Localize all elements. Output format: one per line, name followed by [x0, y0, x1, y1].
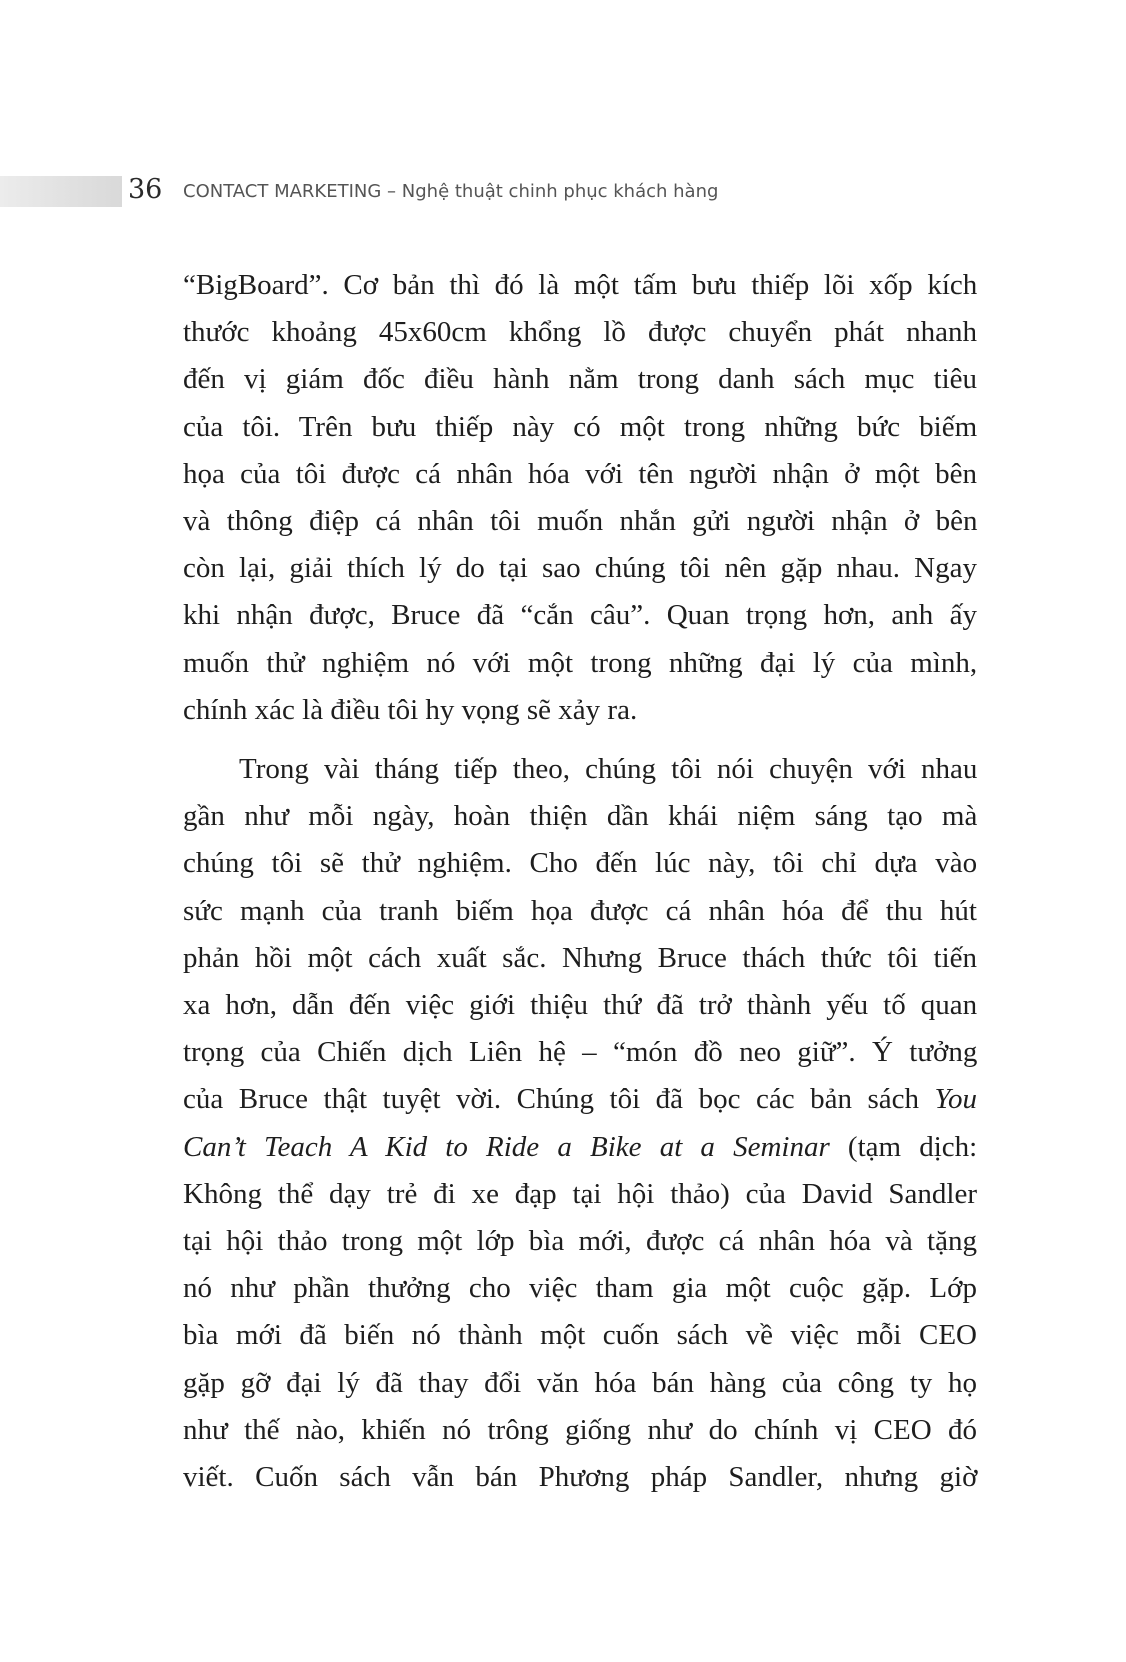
- text-line: đến vị giám đốc điều hành nằm trong danh sách mục tiêu: [183, 363, 977, 396]
- text-line: xa hơn, dẫn đến việc giới thiệu thứ đã trở thành yếu tố quan: [183, 989, 978, 1022]
- body-text: [183, 262, 977, 1501]
- book-title-part-2: Can’t Teach A Kid to Ride a Bike at a Seminar: [183, 1130, 830, 1163]
- text-line: muốn thử nghiệm nó với một trong những đại lý của mình,: [183, 646, 978, 679]
- text-line: chúng tôi sẽ thử nghiệm. Cho đến lúc này, tôi chỉ dựa vào: [183, 847, 978, 880]
- text-line: “BigBoard”. Cơ bản thì đó là một tấm bưu thiếp lõi xốp kích: [183, 269, 978, 301]
- text-line: họa của tôi được cá nhân hóa với tên người nhận ở một bên: [183, 457, 977, 490]
- text-line: như thế nào, khiến nó trông giống như do chính vị CEO đó: [183, 1413, 977, 1446]
- text-line: viết. Cuốn sách vẫn bán Phương pháp Sandler, nhưng giờ: [183, 1461, 978, 1494]
- text-line: thước khoảng 45x60cm khổng lồ được chuyển phát nhanh: [183, 316, 977, 349]
- text-line: tại hội thảo trong một lớp bìa mới, được cá nhân hóa và tặng: [183, 1225, 977, 1258]
- text-line: trọng của Chiến dịch Liên hệ – “món đồ neo giữ”. Ý tưởng: [183, 1036, 978, 1069]
- text-line-with-book-title: [183, 1076, 977, 1123]
- text-line: chính xác là điều tôi hy vọng sẽ xảy ra.: [183, 693, 638, 726]
- text-line: khi nhận được, Bruce đã “cắn câu”. Quan trọng hơn, anh ấy: [183, 599, 977, 632]
- text-line: phản hồi một cách xuất sắc. Nhưng Bruce thách thức tôi tiến: [183, 941, 978, 974]
- text-segment: (tạm dịch:: [829, 1130, 978, 1163]
- text-line: bìa mới đã biến nó thành một cuốn sách về việc mỗi CEO: [183, 1319, 977, 1352]
- text-line: gần như mỗi ngày, hoàn thiện dần khái niệm sáng tạo mà: [183, 800, 978, 833]
- text-line: và thông điệp cá nhân tôi muốn nhắn gửi người nhận ở bên: [183, 505, 978, 538]
- book-title-part-1: You: [934, 1083, 977, 1116]
- text-line: Không thể dạy trẻ đi xe đạp tại hội thảo) của David Sandler: [183, 1177, 977, 1210]
- text-segment: của Bruce thật tuyệt vời. Chúng tôi đã bọc các bản sách: [183, 1083, 935, 1116]
- text-line: của tôi. Trên bưu thiếp này có một trong những bức biếm: [183, 410, 978, 443]
- text-line: nó như phần thưởng cho việc tham gia một cuộc gặp. Lớp: [183, 1272, 977, 1305]
- text-line-with-book-title: [183, 1124, 977, 1171]
- running-title: CONTACT MARKETING – Nghệ thuật chinh phục khách hàng: [183, 181, 719, 202]
- text-line: gặp gỡ đại lý đã thay đổi văn hóa bán hàng của công ty họ: [183, 1366, 977, 1399]
- header-bar: [0, 176, 122, 207]
- text-line: sức mạnh của tranh biếm họa được cá nhân hóa để thu hút: [183, 894, 977, 927]
- text-line: còn lại, giải thích lý do tại sao chúng tôi nên gặp nhau. Ngay: [183, 552, 977, 585]
- text-line: Trong vài tháng tiếp theo, chúng tôi nói chuyện với nhau: [239, 753, 978, 786]
- paragraph-2: [183, 746, 977, 1501]
- paragraph-1: [183, 262, 977, 734]
- page-number: 36: [128, 174, 163, 205]
